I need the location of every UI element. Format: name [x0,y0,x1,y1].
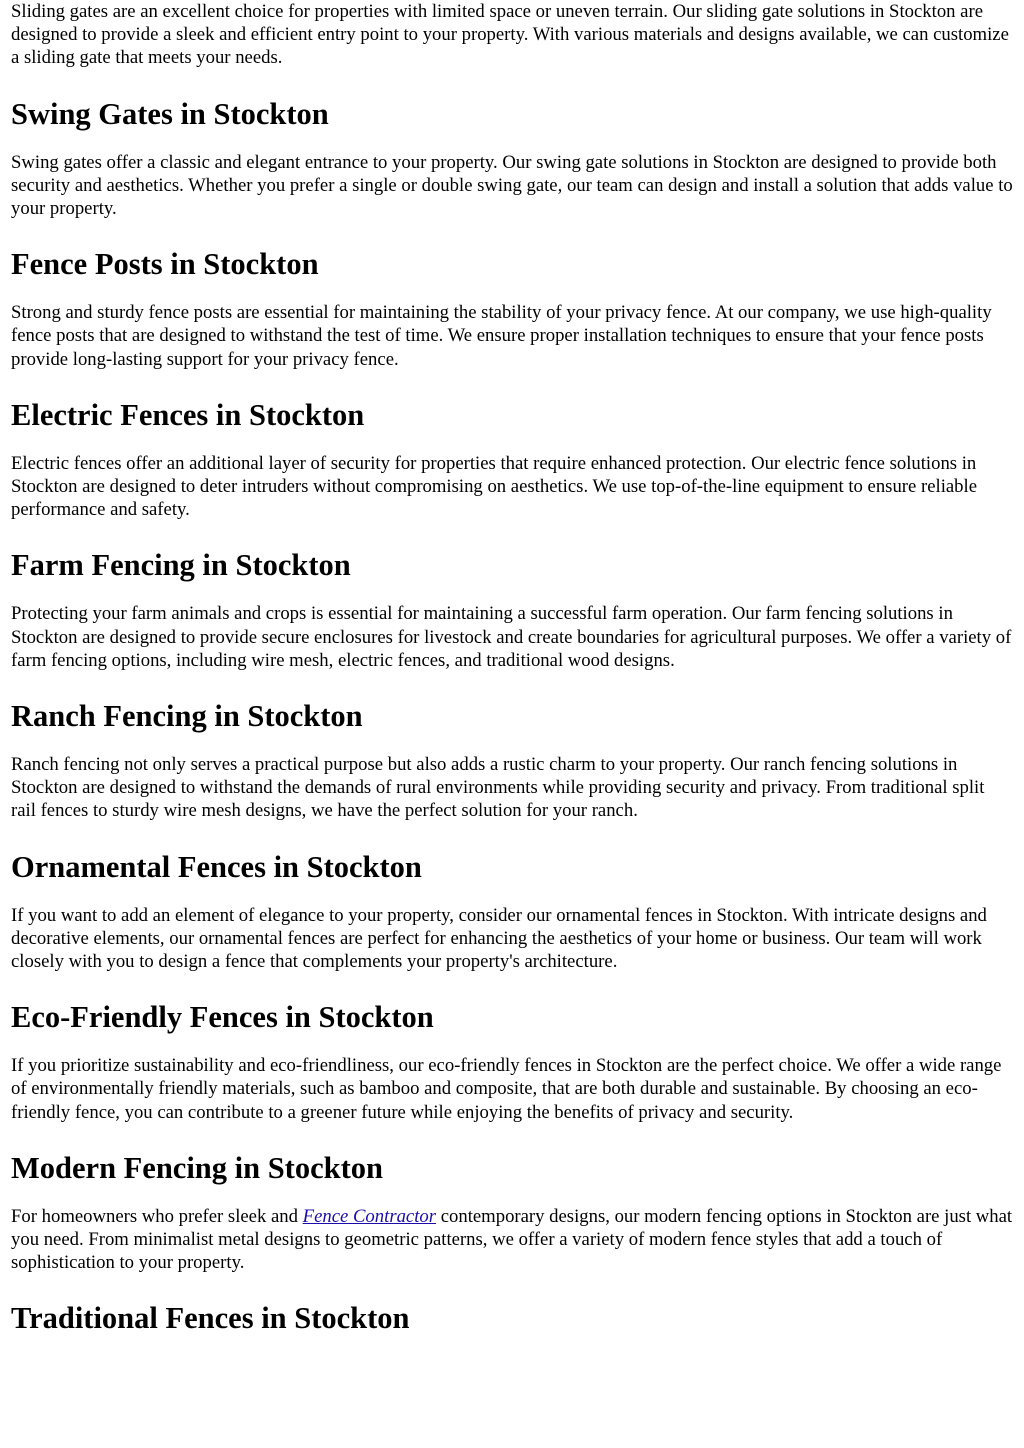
section-electric-fences [11,397,1014,522]
section-paragraph: Protecting your farm animals and crops is essential for maintaining a successful farm operation. Our farm fencing solutions in Stockton are designed to provide secure enclosures for livestock and create boundaries for agricultural purposes. We offer a variety of farm fencing options, including wire mesh, electric fences, and traditional wood designs. [11,603,1012,671]
section-heading: Modern Fencing in Stockton [11,1150,383,1185]
section-heading: Electric Fences in Stockton [11,397,365,432]
section-eco-friendly-fences [11,999,1014,1124]
section-paragraph: If you want to add an element of elegance to your property, consider our ornamental fences in Stockton. With intricate designs and decorative elements, our ornamental fences are perfect for enhancing the aesthetics of your home or business. Our team will work closely with you to design a fence that complements your property's architecture. [11,904,987,973]
section-ranch-fencing [11,698,1014,823]
section-heading: Farm Fencing in Stockton [11,548,351,583]
section-traditional-fences [11,1300,1014,1336]
section-paragraph: Strong and sturdy fence posts are essential for maintaining the stability of your privacy fence. At our company, we use high-quality fence posts that are designed to withstand the test of time. We ensure proper installation techniques to ensure that your fence posts provide long-lasting support for your privacy fence. [11,302,992,370]
section-heading: Fence Posts in Stockton [11,247,319,282]
section-paragraph: Electric fences offer an additional layer of security for properties that require enhanced protection. Our electric fence solutions in Stockton are designed to deter intruders without compromising on aesthetics. We use top-of-the-line equipment to ensure reliable performance and safety. [11,452,978,521]
section-paragraph: Ranch fencing not only serves a practical purpose but also adds a rustic charm to your property. Our ranch fencing solutions in Stockton are designed to withstand the demands of rural environments while providing security and privacy. From traditional split rail fences to sturdy wire mesh designs, we have the perfect solution for your ranch. [11,754,985,822]
section-modern-fencing [11,1150,1014,1275]
section-fence-posts [11,246,1014,371]
section-swing-gates [11,96,1014,221]
section-heading: Eco-Friendly Fences in Stockton [11,1000,434,1035]
section-ornamental-fences [11,849,1014,974]
section-heading: Swing Gates in Stockton [11,96,329,131]
intro-paragraph: Sliding gates are an excellent choice for properties with limited space or uneven terrain. Our sliding gate solutions in Stockton are designed to provide a sleek and efficient entry point to your property. With various materials and designs available, we can customize a sliding gate that meets your needs. [11,1,1009,69]
section-heading: Traditional Fences in Stockton [11,1301,410,1336]
section-paragraph [11,1205,1014,1275]
paragraph-text-after-link: contemporary designs, our modern fencing options in Stockton are just what you need. From minimalist metal designs to geometric patterns, we offer a variety of modern fence styles that add a touch of sophistication to your property. [11,1205,1013,1274]
section-paragraph: Swing gates offer a classic and elegant entrance to your property. Our swing gate solutions in Stockton are designed to provide both security and aesthetics. Whether you prefer a single or double swing gate, our team can design and install a solution that adds value to your property. [11,151,1013,220]
section-farm-fencing [11,547,1014,672]
section-paragraph: If you prioritize sustainability and eco-friendliness, our eco-friendly fences in Stockton are the perfect choice. We offer a wide range of environmentally friendly materials, such as bamboo and composite, that are both durable and sustainable. By choosing an eco-friendly fence, you can contribute to a greener future while enjoying the benefits of privacy and security. [11,1055,1002,1123]
paragraph-text-before-link: For homeowners who prefer sleek and [11,1205,303,1227]
section-heading: Ranch Fencing in Stockton [11,699,363,734]
section-heading: Ornamental Fences in Stockton [11,849,422,884]
fence-contractor-link[interactable]: Fence Contractor [302,1205,437,1227]
